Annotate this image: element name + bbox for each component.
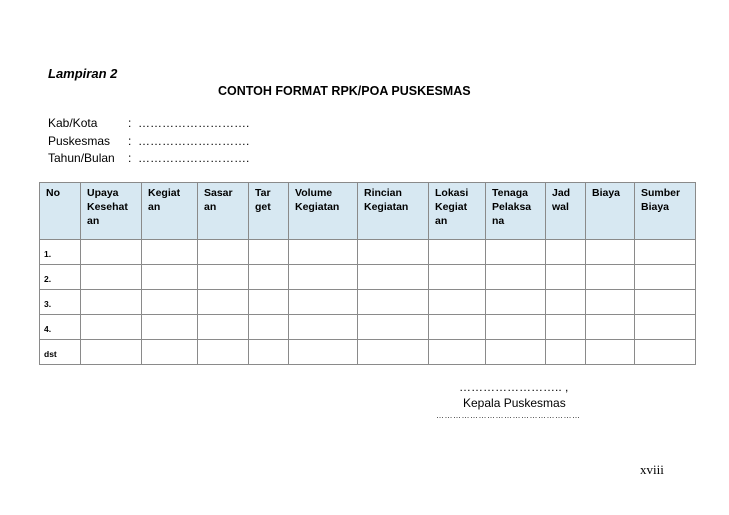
table-header-row bbox=[40, 183, 696, 240]
row-number: 1. bbox=[40, 240, 81, 265]
header-sasaran: Sasar an bbox=[198, 183, 249, 240]
header-biaya: Biaya bbox=[586, 183, 635, 240]
header-volume-kegiatan: Volume Kegiatan bbox=[289, 183, 358, 240]
row-number: 3. bbox=[40, 290, 81, 315]
rpk-table bbox=[39, 182, 696, 365]
header-target: Tar get bbox=[249, 183, 289, 240]
header-lokasi-kegiatan: Lokasi Kegiat an bbox=[429, 183, 486, 240]
signature-place-date: …………………….. , bbox=[459, 380, 569, 394]
appendix-label: Lampiran 2 bbox=[48, 66, 118, 81]
header-upaya-kesehatan: Upaya Kesehat an bbox=[81, 183, 142, 240]
table-row bbox=[40, 240, 696, 265]
row-number: 2. bbox=[40, 265, 81, 290]
info-value: ………………………. bbox=[138, 151, 250, 165]
row-number: dst bbox=[40, 340, 81, 365]
info-row-puskesmas: Puskesmas : ………………………. bbox=[48, 134, 250, 148]
row-number: 4. bbox=[40, 315, 81, 340]
info-row-tahun-bulan: Tahun/Bulan : ………………………. bbox=[48, 151, 250, 165]
info-label: Puskesmas bbox=[48, 134, 111, 148]
table-row bbox=[40, 315, 696, 340]
header-kegiatan: Kegiat an bbox=[142, 183, 198, 240]
header-tenaga-pelaksana: Tenaga Pelaksa na bbox=[486, 183, 546, 240]
info-label: Kab/Kota bbox=[48, 116, 98, 130]
table-row bbox=[40, 265, 696, 290]
header-rincian-kegiatan: Rincian Kegiatan bbox=[358, 183, 429, 240]
header-jadwal: Jad wal bbox=[546, 183, 586, 240]
page-title: CONTOH FORMAT RPK/POA PUSKESMAS bbox=[218, 84, 471, 98]
signature-line: …………………………………………… bbox=[436, 411, 581, 420]
header-no: No bbox=[40, 183, 81, 240]
info-label: Tahun/Bulan bbox=[48, 151, 115, 165]
info-value: ………………………. bbox=[138, 134, 250, 148]
table-row bbox=[40, 290, 696, 315]
info-value: ………………………. bbox=[138, 116, 250, 130]
header-sumber-biaya: Sumber Biaya bbox=[635, 183, 696, 240]
info-row-kab-kota: Kab/Kota : ………………………. bbox=[48, 116, 250, 130]
signature-role: Kepala Puskesmas bbox=[463, 396, 566, 410]
page-number: xviii bbox=[640, 462, 664, 477]
table-row bbox=[40, 340, 696, 365]
